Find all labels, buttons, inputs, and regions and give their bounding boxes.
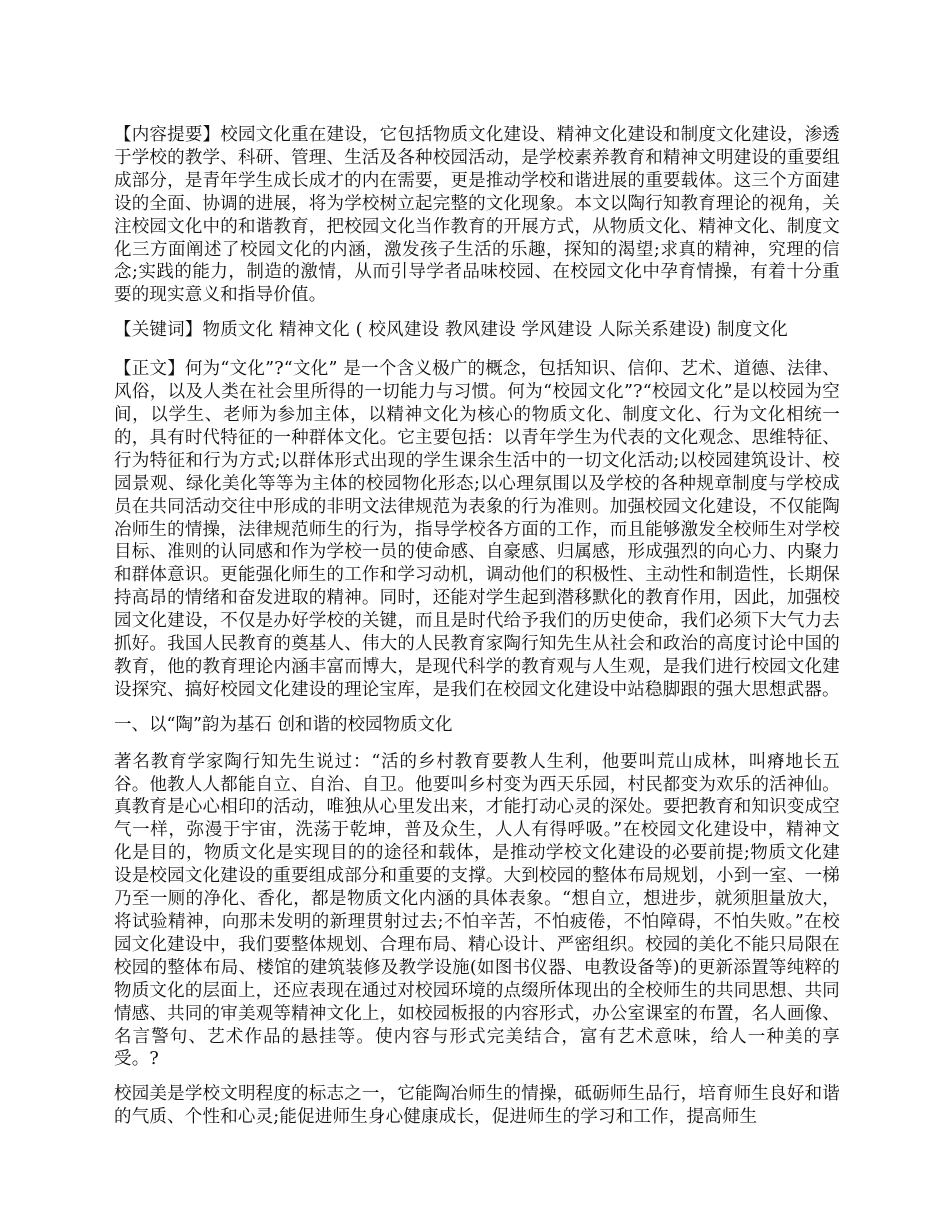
- keywords-paragraph: 【关键词】物质文化 精神文化 ( 校风建设 教风建设 学风建设 人际关系建设) 制度文化: [114, 320, 788, 341]
- section-heading: 一、以“陶”韵为基石 创和谐的校园物质文化: [114, 714, 453, 735]
- document-page: [114, 124, 840, 1141]
- abstract-paragraph: 【内容提要】校园文化重在建设，它包括物质文化建设、精神文化建设和制度文化建设，渗透于学校的教学、科研、管理、生活及各种校园活动，是学校素养教育和精神文明建设的重要组成部分，是青年学生成长成才的内在需要，更是推动学校和谐进展的重要载体。这三个方面建设的全面、协调的进展，将为学校树立起完整的文化现象。本文以陶行知教育理论的视角，关注校园文化中的和谐教育，把校园文化当作教育的开展方式，从物质文化、精神文化、制度文化三方面阐述了校园文化的内涵，激发孩子生活的乐趣，探知的渴望;求真的精神，究理的信念;实践的能力，制造的激情，从而引导学者品味校园、在校园文化中孕育情操，有着十分重要的现实意义和指导价值。: [114, 125, 840, 306]
- body-intro-paragraph: 【正文】何为“文化”?“文化” 是一个含义极广的概念，包括知识、信仰、艺术、道德、法律、风俗，以及人类在社会里所得的一切能力与习惯。何为“校园文化”?“校园文化”是以校园为空间，以学生、老师为参加主体，以精神文化为核心的物质文化、制度文化、行为文化相统一的，具有时代特征的一种群体文化。它主要包括：以青年学生为代表的文化观念、思维特征、行为特征和行为方式;以群体形式出现的学生课余生活中的一切文化活动;以校园建筑设计、校园景观、绿化美化等等为主体的校园物化形态;以心理氛围以及学校的各种规章制度与学校成员在共同活动交往中形成的非明文法律规范为表象的行为准则。加强校园文化建设，不仅能陶冶师生的情操，法律规范师生的行为，指导学校各方面的工作，而且能够激发全校师生对学校目标、准则的认同感和作为学校一员的使命感、自豪感、归属感，形成强烈的向心力、内聚力和群体意识。更能强化师生的工作和学习动机，调动他们的积极性、主动性和制造性，长期保持高昂的情绪和奋发进取的精神。同时，还能对学生起到潜移默化的教育作用，因此，加强校园文化建设，不仅是办好学校的关键，而且是时代给予我们的历史使命，我们必须下大气力去抓好。我国人民教育的奠基人、伟大的人民教育家陶行知先生从社会和政治的高度讨论中国的教育，他的教育理论内涵丰富而博大，是现代科学的教育观与人生观，是我们进行校园文化建设探究、搞好校园文化建设的理论宝库，是我们在校园文化建设中站稳脚跟的强大思想武器。: [114, 359, 840, 700]
- section-paragraph: 著名教育学家陶行知先生说过：“活的乡村教育要教人生利，他要叫荒山成林，叫瘠地长五谷。他教人人都能自立、自治、自卫。他要叫乡村变为西天乐园，村民都变为欢乐的活神仙。真教育是心心相印的活动，唯独从心里发出来，才能打动心灵的深处。要把教育和知识变成空气一样，弥漫于宇宙，洗荡于乾坤，普及众生，人人有得呼吸。”在校园文化建设中，精神文化是目的，物质文化是实现目的的途径和载体，是推动学校文化建设的必要前提;物质文化建设是校园文化建设的重要组成部分和重要的支撑。大到校园的整体布局规划，小到一室、一梯乃至一厕的净化、香化，都是物质文化内涵的具体表象。“想自立，想进步，就须胆量放大，将试验精神，向那未发明的新理贯射过去;不怕辛苦，不怕疲倦，不怕障碍，不怕失败。”在校园文化建设中，我们要整体规划、合理布局、精心设计、严密组织。校园的美化不能只局限在校园的整体布局、楼馆的建筑装修及教学设施(如图书仪器、电教设备等)的更新添置等纯粹的物质文化的层面上，还应表现在通过对校园环境的点缀所体现出的全校师生的共同思想、共同情感、共同的审美观等精神文化上，如校园板报的内容形式，办公室课室的布置，名人画像、名言警句、艺术作品的悬挂等。使内容与形式完美结合，富有艺术意味，给人一种美的享受。?: [114, 751, 840, 1070]
- section-paragraph: 校园美是学校文明程度的标志之一，它能陶冶师生的情操，砥砺师生品行，培育师生良好和谐的气质、个性和心灵;能促进师生身心健康成长，促进师生的学习和工作，提高师生: [114, 1084, 840, 1128]
